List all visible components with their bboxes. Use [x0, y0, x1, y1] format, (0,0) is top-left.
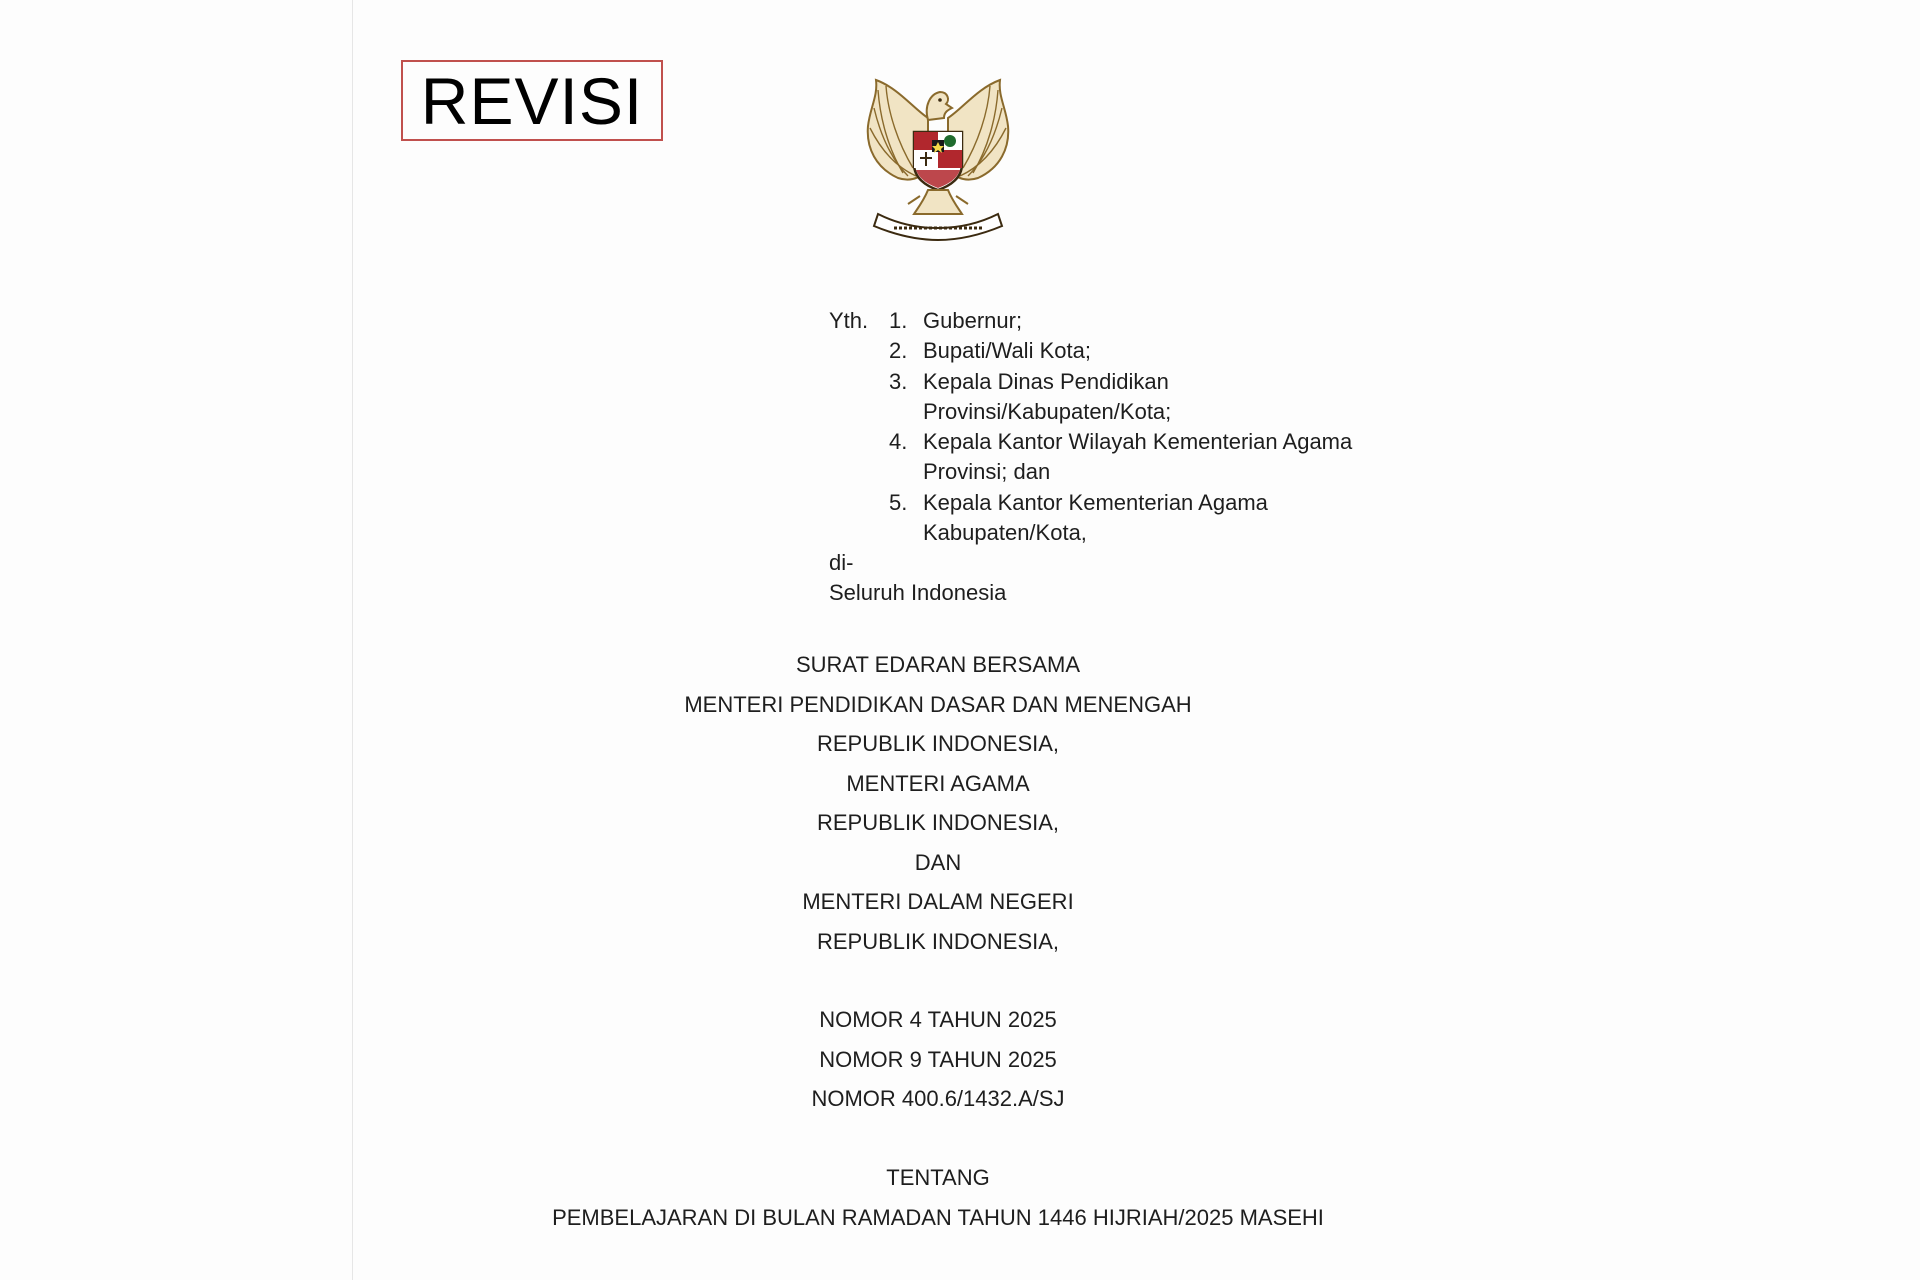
item-text: Kabupaten/Kota,	[923, 520, 1087, 546]
number-line: NOMOR 4 TAHUN 2025	[819, 1007, 1057, 1032]
item-number: 5.	[889, 489, 908, 515]
revisi-label: REVISI	[420, 63, 644, 138]
subject-title: PEMBELAJARAN DI BULAN RAMADAN TAHUN 1446 HIJRIAH/2025 MASEHI	[552, 1204, 1324, 1230]
heading-line: REPUBLIK INDONESIA,	[816, 928, 1060, 954]
salutation: Yth.	[829, 308, 869, 333]
location-block	[829, 548, 1006, 609]
item-text: Bupati/Wali Kota;	[923, 338, 1091, 364]
heading-line: SURAT EDARAN BERSAMA	[795, 652, 1081, 677]
item-text: Kepala Kantor Kementerian Agama	[923, 489, 1268, 515]
item-text: Provinsi; dan	[923, 459, 1051, 485]
item-number: 2.	[889, 338, 908, 364]
subject-label: TENTANG	[886, 1165, 990, 1190]
number-line: NOMOR 9 TAHUN 2025	[819, 1046, 1057, 1072]
heading-line: MENTERI AGAMA	[846, 770, 1030, 796]
item-text: Kepala Dinas Pendidikan	[923, 368, 1169, 394]
item-number: 3.	[889, 368, 908, 394]
garuda-emblem-icon	[858, 78, 1018, 244]
heading-line: MENTERI PENDIDIKAN DASAR DAN MENENGAH	[684, 691, 1192, 717]
location-text: Seluruh Indonesia	[829, 580, 1007, 606]
document-numbers	[0, 1000, 1876, 1119]
item-text: Provinsi/Kabupaten/Kota;	[923, 398, 1172, 424]
document-subject	[0, 1158, 1876, 1237]
heading-line: REPUBLIK INDONESIA,	[816, 810, 1060, 835]
heading-line: MENTERI DALAM NEGERI	[802, 889, 1074, 914]
heading-line: REPUBLIK INDONESIA,	[816, 731, 1060, 756]
item-text: Kepala Kantor Wilayah Kementerian Agama	[923, 429, 1353, 455]
di-label: di-	[829, 550, 854, 575]
document-heading	[0, 645, 1876, 961]
number-line: NOMOR 400.6/1432.A/SJ	[811, 1086, 1065, 1111]
item-number: 4.	[889, 429, 908, 455]
item-number: 1.	[889, 308, 908, 333]
heading-line: DAN	[914, 849, 962, 875]
revisi-stamp	[401, 60, 663, 141]
item-text: Gubernur;	[923, 308, 1023, 333]
